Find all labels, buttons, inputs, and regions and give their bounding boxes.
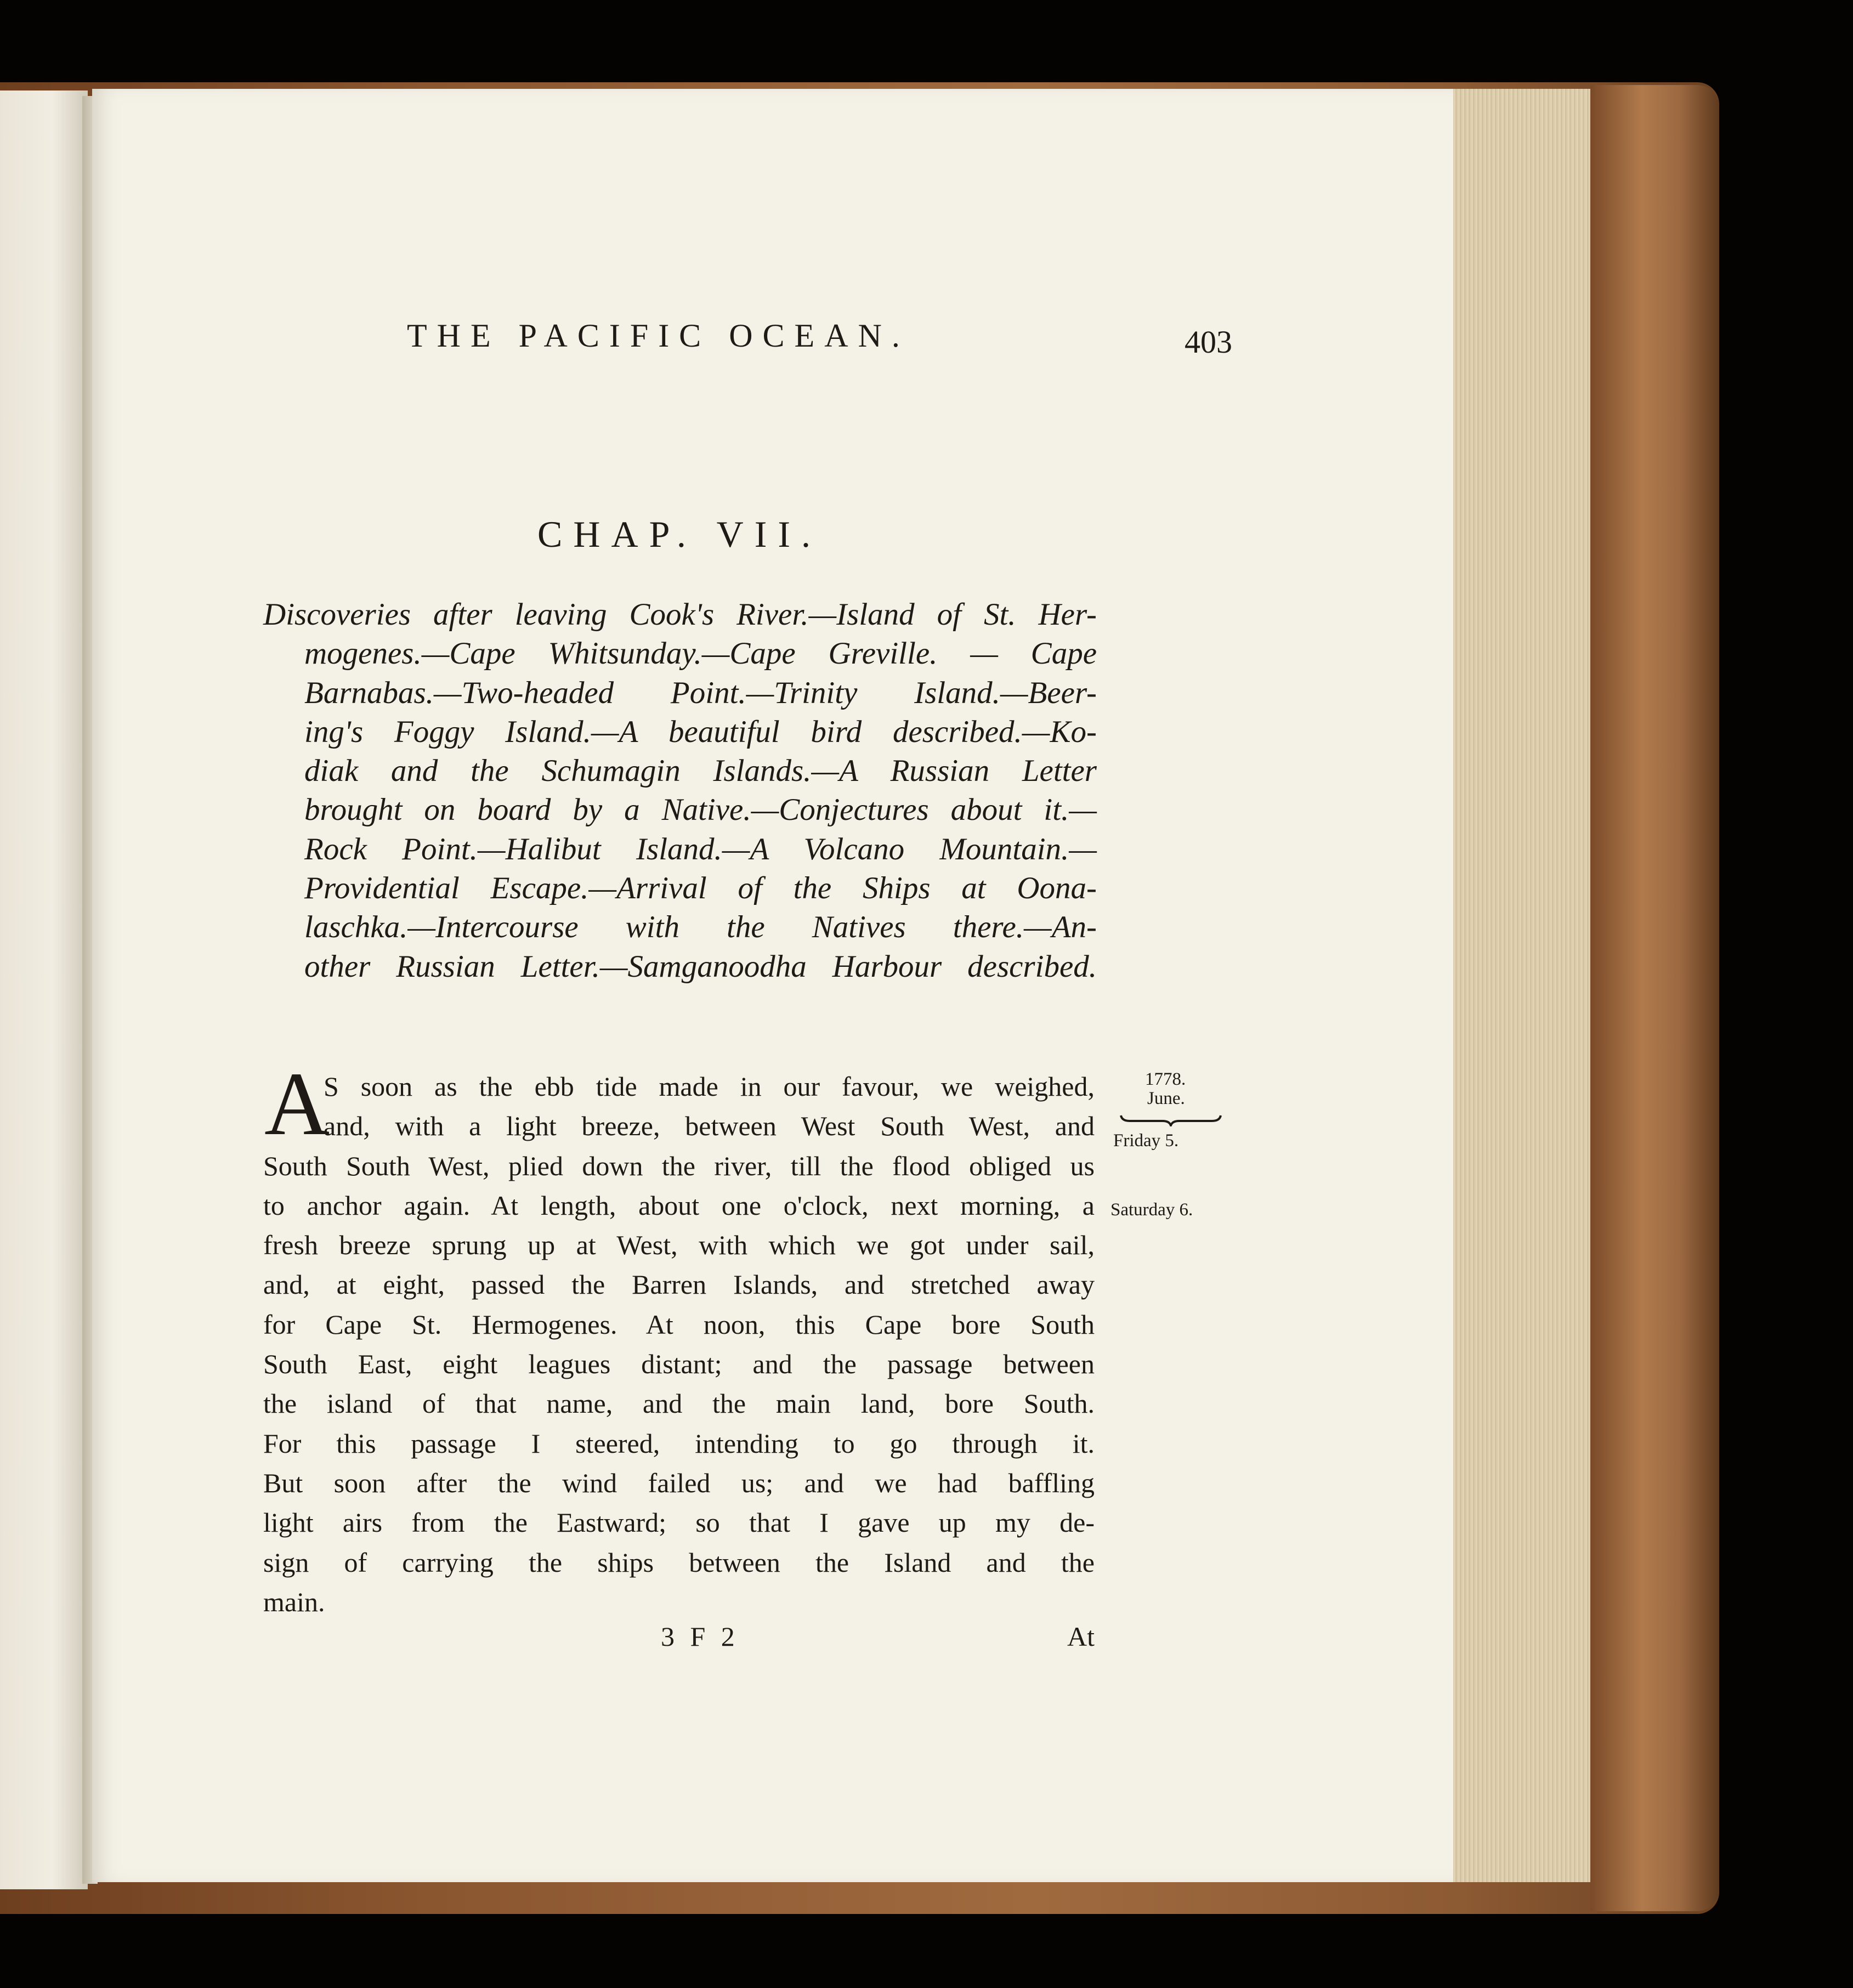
margin-month: June.	[1147, 1089, 1185, 1108]
body-line: South South West, plied down the river, till the flood obliged us	[263, 1150, 1095, 1181]
signature-mark: 3 F 2	[661, 1621, 739, 1652]
summary-line: brought on board by a Native.—Conjectures about it.—	[304, 792, 1097, 828]
body-line: South East, eight leagues distant; and the passage between	[263, 1349, 1095, 1380]
body-line: sign of carrying the ships between the Island and the	[263, 1547, 1095, 1578]
catchword: At	[1067, 1621, 1095, 1652]
body-line: the island of that name, and the main land, bore South.	[263, 1388, 1095, 1419]
body-line: fresh breeze sprung up at West, with which we got under sail,	[263, 1230, 1095, 1261]
margin-brace-icon	[1119, 1113, 1223, 1126]
left-page-edge	[0, 90, 88, 1889]
chapter-summary	[263, 595, 1097, 986]
summary-line: other Russian Letter.—Samganoodha Harbour described.	[304, 949, 1097, 984]
running-head: THE PACIFIC OCEAN.	[407, 318, 910, 354]
summary-line: Discoveries after leaving Cook's River.—Island of St. Her-	[263, 597, 1097, 632]
summary-line: diak and the Schumagin Islands.—A Russian Letter	[304, 754, 1097, 789]
body-line: to anchor again. At length, about one o'clock, next morning, a	[263, 1190, 1095, 1221]
summary-line: laschka.—Intercourse with the Natives there.—An-	[304, 910, 1097, 945]
body-line: For this passage I steered, intending to go through it.	[263, 1428, 1095, 1459]
body-line: and, with a light breeze, between West South West, and	[324, 1111, 1095, 1142]
body-line: S soon as the ebb tide made in our favour, we weighed,	[324, 1071, 1095, 1102]
page-footer	[263, 1621, 1095, 1660]
summary-line: ing's Foggy Island.—A beautiful bird described.—Ko-	[304, 714, 1097, 749]
chapter-title: CHAP. VII.	[537, 513, 822, 555]
body-line: for Cape St. Hermogenes. At noon, this Cape bore South	[263, 1309, 1095, 1340]
drop-cap: A	[264, 1054, 330, 1154]
summary-line: Providential Escape.—Arrival of the Ships at Oona-	[304, 871, 1097, 906]
margin-day-friday: Friday 5.	[1113, 1131, 1179, 1151]
cover-edge	[1590, 85, 1719, 1911]
body-line: main.	[263, 1586, 325, 1617]
page-number: 403	[1185, 324, 1232, 360]
summary-line: Barnabas.—Two-headed Point.—Trinity Island.—Beer-	[304, 675, 1097, 710]
page-block-edges	[1453, 89, 1590, 1882]
summary-line: Rock Point.—Halibut Island.—A Volcano Mountain.—	[304, 831, 1097, 866]
margin-year: 1778.	[1145, 1069, 1186, 1089]
margin-day-saturday: Saturday 6.	[1110, 1200, 1193, 1220]
body-line: But soon after the wind failed us; and we had baffling	[263, 1467, 1095, 1498]
summary-line: mogenes.—Cape Whitsunday.—Cape Greville. — Cape	[304, 636, 1097, 671]
body-line: and, at eight, passed the Barren Islands, and stretched away	[263, 1269, 1095, 1300]
body-paragraph	[263, 1067, 1095, 1622]
body-line: light airs from the Eastward; so that I gave up my de-	[263, 1507, 1095, 1538]
